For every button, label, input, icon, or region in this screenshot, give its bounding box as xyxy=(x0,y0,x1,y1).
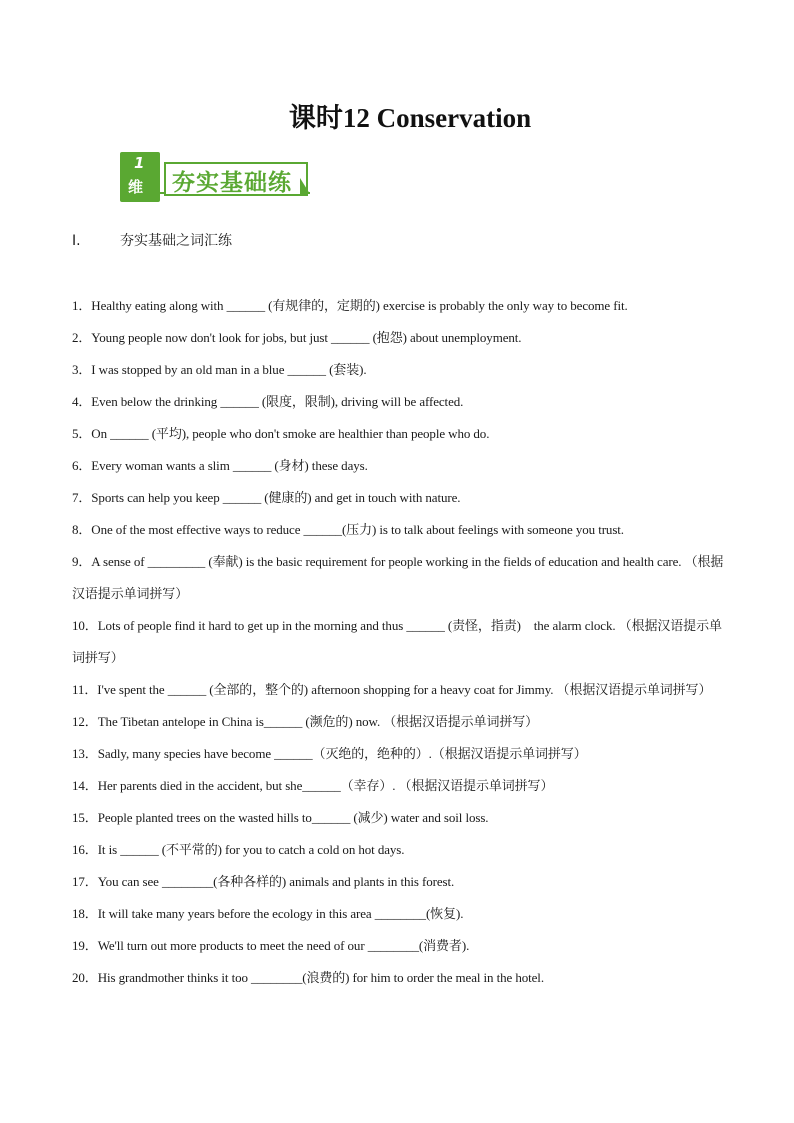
question-item: 19．We'll turn out more products to meet the need of our ________(消费者). xyxy=(72,938,470,953)
question-item: 13．Sadly, many species have become ______（灭绝的，绝种的）.（根据汉语提示单词拼写） xyxy=(72,746,587,761)
question-item: 8．One of the most effective ways to reduce ______(压力) is to talk about feelings with someone you trust. xyxy=(72,522,624,537)
section-title: 夯实基础之词汇练 xyxy=(120,233,232,249)
question-item: 10．Lots of people find it hard to get up in the morning and thus ______ (责怪，指责) the alarm clock. （根据汉语提示单词拼写） xyxy=(72,618,722,665)
section-heading xyxy=(72,230,232,250)
question-item: 15．People planted trees on the wasted hills to______ (减少) water and soil loss. xyxy=(72,810,489,825)
question-item: 7．Sports can help you keep ______ (健康的) and get in touch with nature. xyxy=(72,490,461,505)
banner-corner-decoration xyxy=(300,178,310,194)
question-item: 14．Her parents died in the accident, but she______（幸存）. （根据汉语提示单词拼写） xyxy=(72,778,554,793)
section-numeral: I. xyxy=(72,233,81,249)
banner-number-badge xyxy=(120,152,160,202)
question-item: 17．You can see ________(各种各样的) animals and plants in this forest. xyxy=(72,874,455,889)
question-item: 9．A sense of _________ (奉献) is the basic requirement for people working in the fields of education and health care. （根据汉语提示单词拼写） xyxy=(72,554,724,601)
question-item: 1．Healthy eating along with ______ (有规律的，定期的) exercise is probably the only way to become fit. xyxy=(72,298,628,313)
question-item: 2．Young people now don't look for jobs, but just ______ (抱怨) about unemployment. xyxy=(72,330,522,345)
banner-number: 1 xyxy=(134,154,145,172)
question-item: 6．Every woman wants a slim ______ (身材) these days. xyxy=(72,458,368,473)
question-list xyxy=(72,290,724,994)
banner-label: 夯实基础练 xyxy=(172,170,292,196)
question-item: 11．I've spent the ______ (全部的，整个的) afternoon shopping for a heavy coat for Jimmy. （根据汉语提示单词拼写） xyxy=(72,682,712,697)
question-item: 4．Even below the drinking ______ (限度，限制), driving will be affected. xyxy=(72,394,464,409)
question-item: 18．It will take many years before the ecology in this area ________(恢复). xyxy=(72,906,464,921)
question-item: 3．I was stopped by an old man in a blue ______ (套装). xyxy=(72,362,367,377)
question-item: 16．It is ______ (不平常的) for you to catch a cold on hot days. xyxy=(72,842,405,857)
section-banner xyxy=(120,152,320,204)
banner-label-box xyxy=(164,162,308,196)
question-item: 5．On ______ (平均), people who don't smoke are healthier than people who do. xyxy=(72,426,490,441)
banner-suffix: 维 xyxy=(128,178,144,196)
page-title: 课时12 Conservation xyxy=(288,103,532,133)
question-item: 20．His grandmother thinks it too ________(浪费的) for him to order the meal in the hotel. xyxy=(72,970,544,985)
question-item: 12．The Tibetan antelope in China is______ (濒危的) now. （根据汉语提示单词拼写） xyxy=(72,714,539,729)
